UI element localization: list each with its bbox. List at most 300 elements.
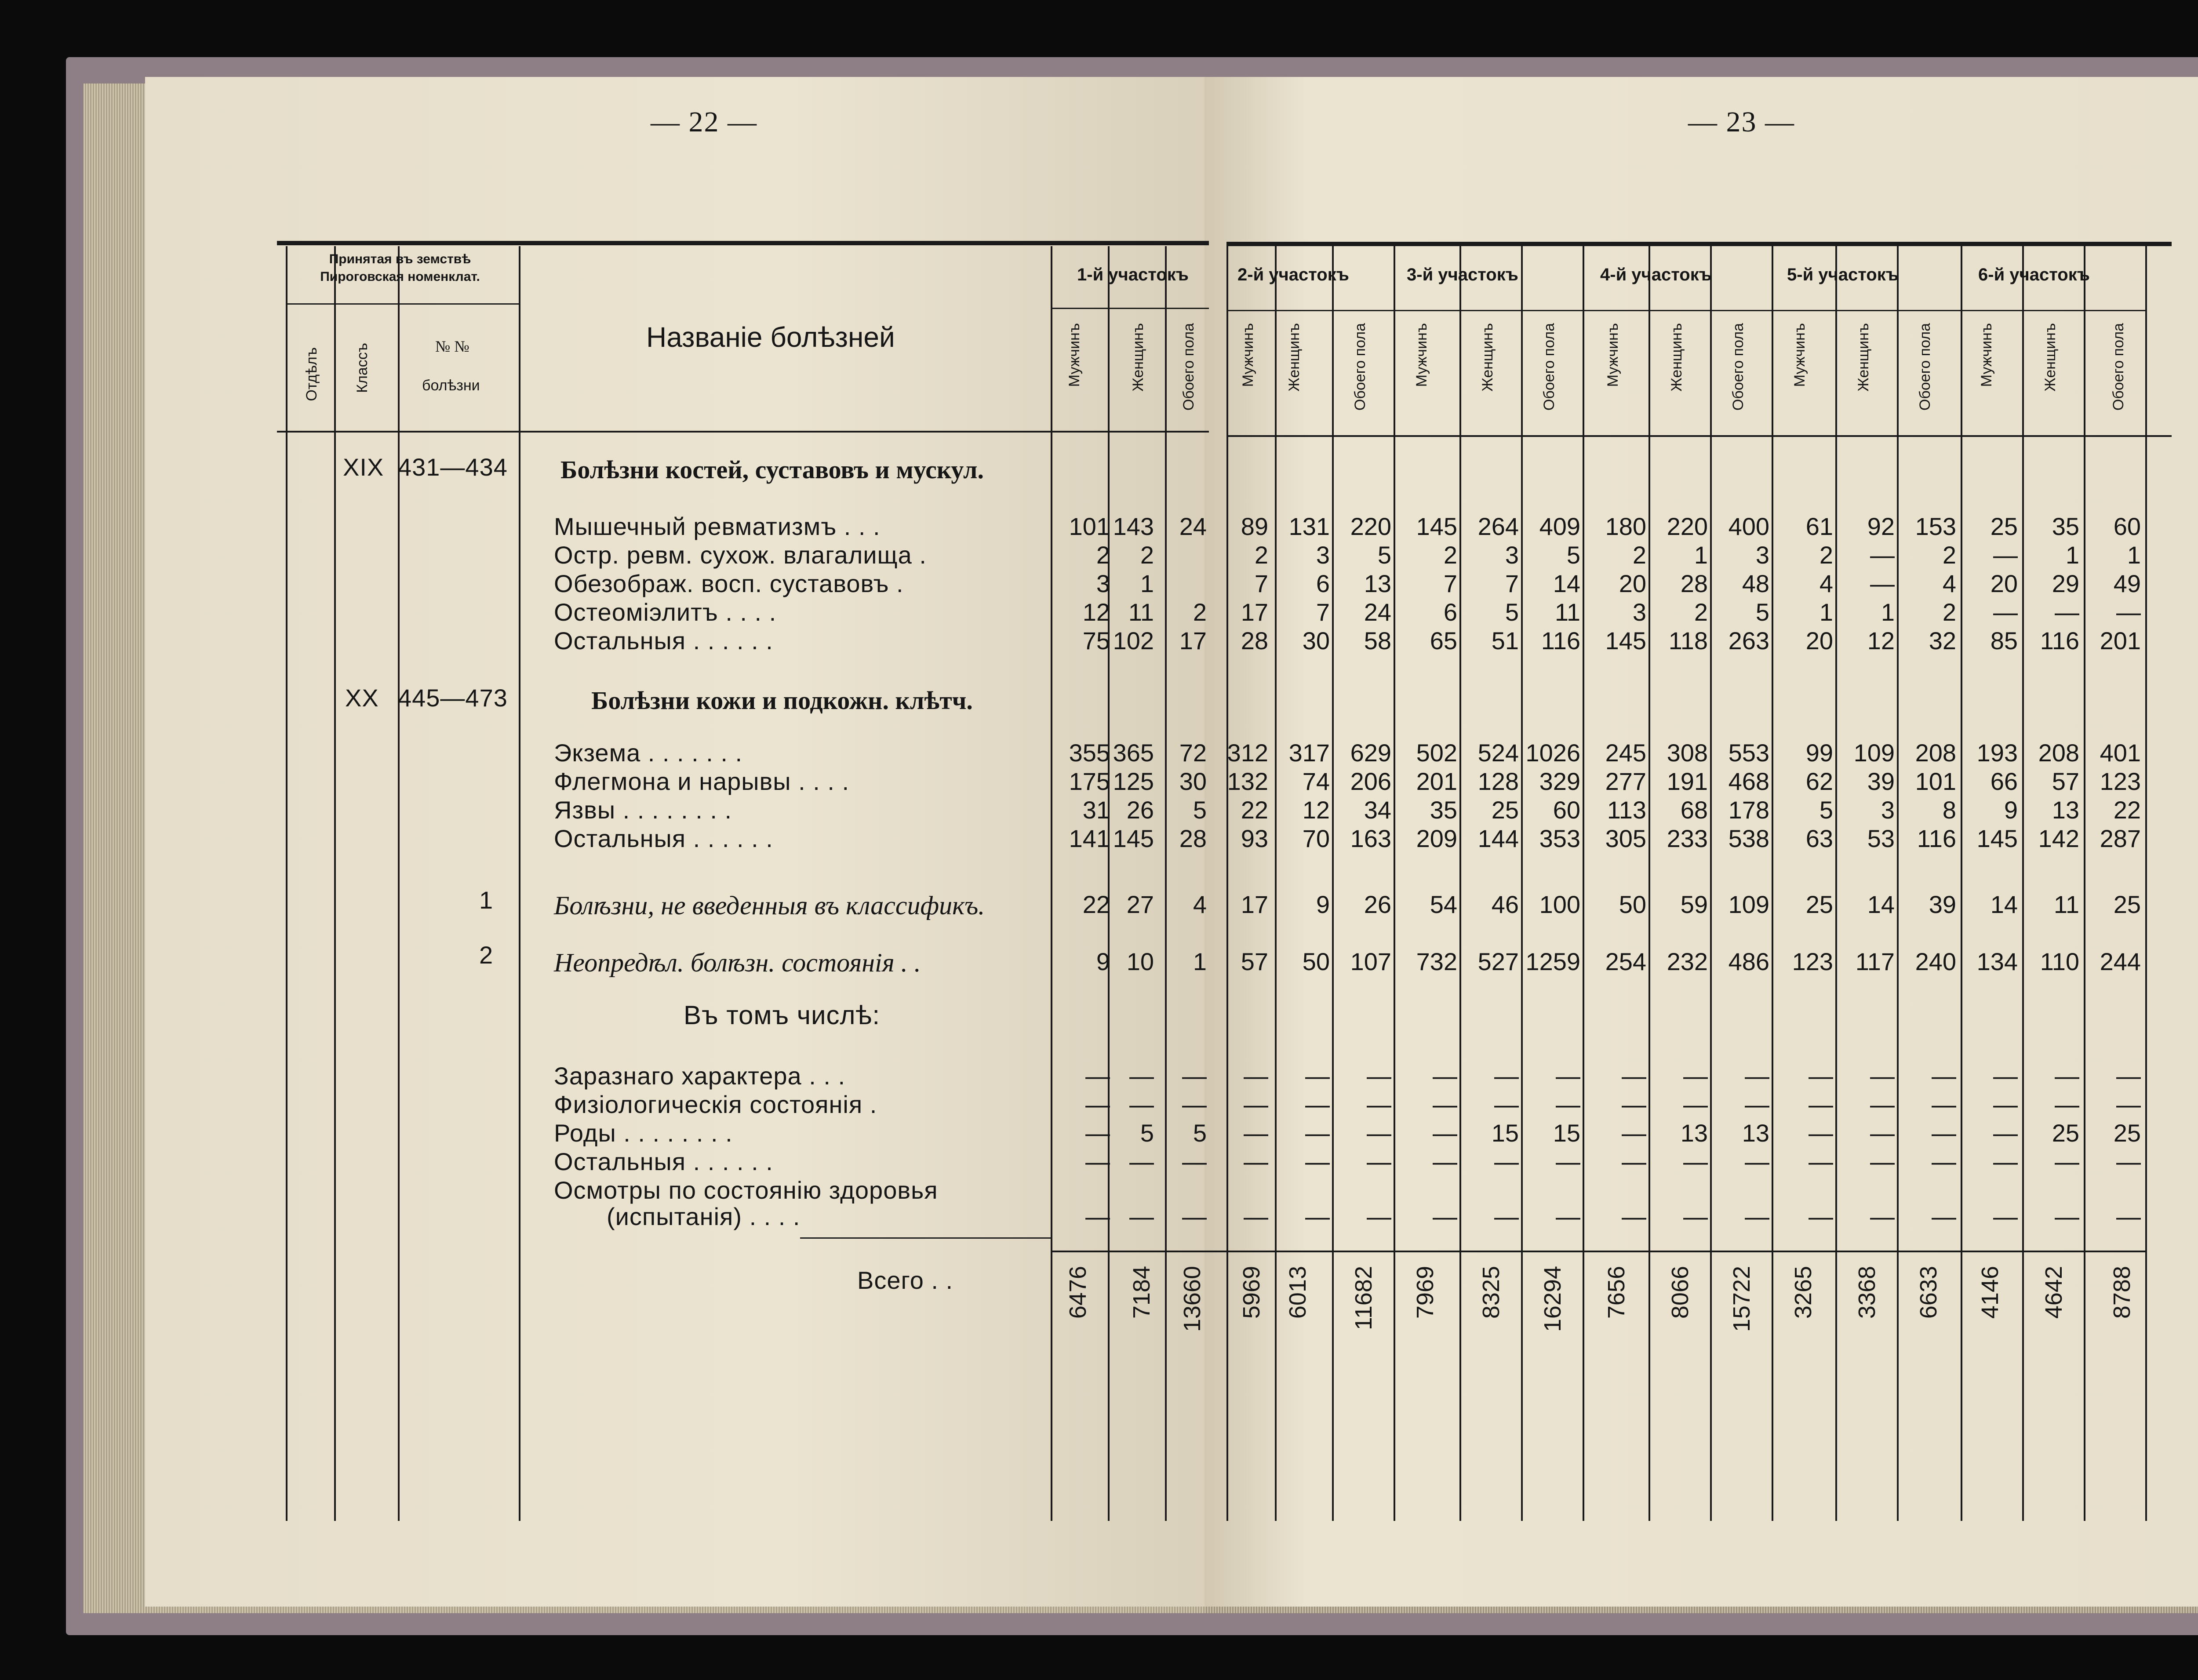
- subheader-sub_female-11: Женщинъ: [1668, 323, 1685, 392]
- v-rule-d1-b: [1108, 246, 1110, 1521]
- cell-unclassified-14: 14: [1867, 891, 1895, 918]
- cell-trials-15: —: [1932, 1203, 1956, 1230]
- cell-acute-rheum-2: 2: [1140, 541, 1154, 569]
- cell-others-2-7: —: [1433, 1148, 1457, 1175]
- v-rule-d3-c: [1521, 246, 1523, 1521]
- cell-joint-deform-13: 4: [1819, 570, 1833, 597]
- cell-ulcers-13: 5: [1819, 796, 1833, 824]
- row-label-joint-deform: Обезображ. восп. суставовъ .: [554, 570, 904, 597]
- cell-physiological-16: —: [1993, 1091, 2018, 1118]
- cell-muscle-rheumatism-5: 131: [1288, 513, 1330, 540]
- cell-acute-rheum-8: 3: [1505, 541, 1519, 569]
- cell-other-bones-15: 32: [1929, 627, 1956, 655]
- cell-ulcers-15: 8: [1942, 796, 1956, 824]
- cell-muscle-rheumatism-13: 61: [1805, 513, 1833, 540]
- cell-others-2-17: —: [2055, 1148, 2079, 1175]
- cell-births-3: 5: [1193, 1119, 1207, 1147]
- cell-unclassified-11: 59: [1680, 891, 1708, 918]
- cell-infectious-12: —: [1745, 1062, 1769, 1090]
- row-label-phlegmon: Флегмона и нарывы . . . .: [554, 767, 850, 795]
- cell-births-6: —: [1367, 1119, 1391, 1147]
- total-value-6: 11682: [1350, 1266, 1377, 1331]
- cell-undefined-states-4: 57: [1241, 948, 1268, 975]
- cell-osteomyelitis-11: 2: [1694, 598, 1708, 626]
- cell-muscle-rheumatism-3: 24: [1179, 513, 1207, 540]
- klass-xx: XX: [345, 684, 379, 712]
- cell-joint-deform-8: 7: [1505, 570, 1519, 597]
- cell-osteomyelitis-15: 2: [1942, 598, 1956, 626]
- cell-unclassified-8: 46: [1491, 891, 1519, 918]
- subheader-sub_male-4: Мужчинъ: [1240, 323, 1256, 387]
- cell-phlegmon-2: 125: [1113, 767, 1154, 795]
- cell-physiological-17: —: [2055, 1091, 2079, 1118]
- v-rule-d2: [1226, 246, 1228, 1521]
- cell-osteomyelitis-5: 7: [1316, 598, 1330, 626]
- cell-eczema-13: 99: [1805, 739, 1833, 767]
- cell-births-9: 15: [1553, 1119, 1580, 1147]
- cell-muscle-rheumatism-1: 101: [1069, 513, 1110, 540]
- cell-muscle-rheumatism-7: 145: [1416, 513, 1457, 540]
- cell-physiological-13: —: [1809, 1091, 1833, 1118]
- cell-unclassified-12: 109: [1728, 891, 1769, 918]
- cell-eczema-18: 401: [2100, 739, 2141, 767]
- cell-other-skin-16: 145: [1976, 825, 2018, 852]
- cell-unclassified-15: 39: [1929, 891, 1956, 918]
- cell-other-skin-10: 305: [1605, 825, 1646, 852]
- cell-phlegmon-13: 62: [1805, 767, 1833, 795]
- cell-infectious-7: —: [1433, 1062, 1457, 1090]
- cell-unclassified-16: 14: [1990, 891, 2018, 918]
- cell-infectious-13: —: [1809, 1062, 1833, 1090]
- cell-joint-deform-1: 3: [1096, 570, 1110, 597]
- cell-trials-11: —: [1683, 1203, 1708, 1230]
- v-rule-d5-b: [1835, 246, 1837, 1521]
- cell-physiological-3: —: [1182, 1091, 1207, 1118]
- total-value-11: 8066: [1667, 1266, 1693, 1319]
- cell-ulcers-8: 25: [1491, 796, 1519, 824]
- cell-physiological-8: —: [1494, 1091, 1519, 1118]
- subheader-sub_female-5: Женщинъ: [1286, 323, 1303, 392]
- cell-unclassified-18: 25: [2113, 891, 2141, 918]
- cell-physiological-18: —: [2116, 1091, 2141, 1118]
- cell-others-2-5: —: [1305, 1148, 1330, 1175]
- cell-acute-rheum-1: 2: [1096, 541, 1110, 569]
- cell-phlegmon-4: 132: [1227, 767, 1268, 795]
- cell-joint-deform-11: 28: [1680, 570, 1708, 597]
- cell-muscle-rheumatism-9: 409: [1539, 513, 1580, 540]
- cell-trials-16: —: [1993, 1203, 2018, 1230]
- cell-unclassified-7: 54: [1430, 891, 1457, 918]
- cell-undefined-states-8: 527: [1477, 948, 1519, 975]
- cell-osteomyelitis-18: —: [2116, 598, 2141, 626]
- cell-acute-rheum-5: 3: [1316, 541, 1330, 569]
- cell-physiological-7: —: [1433, 1091, 1457, 1118]
- row-label-others-2: Остальныя . . . . . .: [554, 1148, 773, 1175]
- cell-trials-9: —: [1556, 1203, 1580, 1230]
- district-underline-left: [1051, 308, 1209, 309]
- cell-undefined-states-15: 240: [1915, 948, 1956, 975]
- total-value-5: 6013: [1285, 1266, 1311, 1319]
- v-rule-d2-b: [1275, 246, 1277, 1521]
- cell-others-2-1: —: [1085, 1148, 1110, 1175]
- cell-physiological-1: —: [1085, 1091, 1110, 1118]
- total-value-17: 4642: [2041, 1266, 2067, 1319]
- v-rule-otdel: [286, 246, 287, 1521]
- top-rule-left: [277, 241, 1209, 245]
- cell-eczema-17: 208: [2038, 739, 2079, 767]
- total-value-10: 7656: [1603, 1266, 1630, 1319]
- v-rule-d6: [1961, 246, 1962, 1521]
- cell-unclassified-3: 4: [1193, 891, 1207, 918]
- total-value-18: 8788: [2109, 1266, 2135, 1319]
- cell-trials-17: —: [2055, 1203, 2079, 1230]
- code-2: 2: [479, 941, 494, 969]
- section-title-bones: Болѣзни костей, суставовъ и мускул.: [560, 455, 984, 484]
- cell-ulcers-14: 3: [1881, 796, 1895, 824]
- cell-acute-rheum-16: —: [1993, 541, 2018, 569]
- row-label-muscle-rheumatism: Мышечный ревматизмъ . . .: [554, 513, 881, 540]
- top-rule-right: [1226, 242, 2172, 246]
- cell-eczema-6: 629: [1350, 739, 1391, 767]
- col-bolezni-header: болѣзни: [422, 377, 480, 394]
- nomenclature-line2: Пироговская номенклат.: [320, 269, 480, 284]
- cell-undefined-states-16: 134: [1976, 948, 2018, 975]
- cell-births-13: —: [1809, 1119, 1833, 1147]
- cell-other-bones-1: 75: [1082, 627, 1110, 655]
- row-label-examinations: Осмотры по состоянію здоровья: [554, 1176, 938, 1204]
- total-rule-left: [1051, 1251, 1226, 1252]
- cell-other-skin-9: 353: [1539, 825, 1580, 852]
- cell-births-16: —: [1993, 1119, 2018, 1147]
- cell-births-10: —: [1622, 1119, 1646, 1147]
- v-rule-klass: [334, 246, 336, 1521]
- cell-acute-rheum-6: 5: [1377, 541, 1391, 569]
- cell-undefined-states-14: 117: [1855, 948, 1895, 975]
- cell-undefined-states-7: 732: [1416, 948, 1457, 975]
- cell-undefined-states-2: 10: [1126, 948, 1154, 975]
- cell-others-2-6: —: [1367, 1148, 1391, 1175]
- cell-ulcers-17: 13: [2052, 796, 2079, 824]
- cell-other-skin-6: 163: [1350, 825, 1391, 852]
- cell-osteomyelitis-9: 11: [1554, 598, 1580, 626]
- cell-trials-13: —: [1809, 1203, 1833, 1230]
- district-header-1: 1-й участокъ: [1077, 265, 1189, 284]
- cell-phlegmon-15: 101: [1915, 767, 1956, 795]
- cell-others-2-13: —: [1809, 1148, 1833, 1175]
- cell-births-15: —: [1932, 1119, 1956, 1147]
- cell-other-bones-8: 51: [1491, 627, 1519, 655]
- cell-other-skin-15: 116: [1917, 825, 1956, 852]
- row-label-eczema: Экзема . . . . . . .: [554, 739, 743, 767]
- cell-osteomyelitis-17: —: [2055, 598, 2079, 626]
- cell-phlegmon-14: 39: [1867, 767, 1895, 795]
- cell-undefined-states-1: 9: [1096, 948, 1110, 975]
- cell-others-2-2: —: [1129, 1148, 1154, 1175]
- cell-physiological-5: —: [1305, 1091, 1330, 1118]
- cell-muscle-rheumatism-6: 220: [1350, 513, 1391, 540]
- subheader-sub_female-17: Женщинъ: [2042, 323, 2059, 392]
- subheader-sub_female-2: Женщинъ: [1130, 323, 1146, 392]
- cell-acute-rheum-10: 2: [1632, 541, 1646, 569]
- cell-muscle-rheumatism-8: 264: [1477, 513, 1519, 540]
- cell-phlegmon-8: 128: [1477, 767, 1519, 795]
- cell-other-skin-18: 287: [2100, 825, 2141, 852]
- total-underline: [800, 1237, 1051, 1239]
- cell-other-skin-14: 53: [1867, 825, 1895, 852]
- cell-ulcers-4: 22: [1241, 796, 1268, 824]
- cell-other-skin-5: 70: [1302, 825, 1330, 852]
- cell-unclassified-2: 27: [1126, 891, 1154, 918]
- cell-other-bones-7: 65: [1430, 627, 1457, 655]
- row-label-other-skin: Остальныя . . . . . .: [554, 825, 773, 852]
- total-value-14: 3368: [1854, 1266, 1880, 1319]
- cell-unclassified-6: 26: [1364, 891, 1391, 918]
- cell-trials-4: —: [1244, 1203, 1268, 1230]
- cell-muscle-rheumatism-15: 153: [1915, 513, 1956, 540]
- cell-muscle-rheumatism-14: 92: [1867, 513, 1895, 540]
- cell-undefined-states-11: 232: [1667, 948, 1708, 975]
- cell-ulcers-5: 12: [1302, 796, 1330, 824]
- cell-physiological-15: —: [1932, 1091, 1956, 1118]
- cell-physiological-2: —: [1129, 1091, 1154, 1118]
- range-431-434: 431—434: [398, 453, 508, 481]
- cell-infectious-8: —: [1494, 1062, 1519, 1090]
- row-label-osteomyelitis: Остеоміэлитъ . . . .: [554, 598, 777, 626]
- nomenclature-underline: [286, 303, 519, 305]
- cell-births-7: —: [1433, 1119, 1457, 1147]
- cell-muscle-rheumatism-18: 60: [2113, 513, 2141, 540]
- cell-trials-3: —: [1182, 1203, 1207, 1230]
- code-1: 1: [479, 886, 494, 914]
- cell-others-2-10: —: [1622, 1148, 1646, 1175]
- cell-trials-1: —: [1085, 1203, 1110, 1230]
- cell-unclassified-10: 50: [1619, 891, 1646, 918]
- cell-other-skin-3: 28: [1179, 825, 1207, 852]
- cell-other-skin-11: 233: [1667, 825, 1708, 852]
- cell-eczema-3: 72: [1179, 739, 1207, 767]
- cell-muscle-rheumatism-2: 143: [1113, 513, 1154, 540]
- cell-births-18: 25: [2113, 1119, 2141, 1147]
- cell-joint-deform-5: 6: [1316, 570, 1330, 597]
- subheader-sub_female-8: Женщинъ: [1479, 323, 1496, 392]
- cell-trials-2: —: [1129, 1203, 1154, 1230]
- range-445-473: 445—473: [398, 684, 508, 712]
- total-value-9: 16294: [1539, 1266, 1566, 1332]
- cell-births-12: 13: [1742, 1119, 1769, 1147]
- cell-other-skin-8: 144: [1477, 825, 1519, 852]
- row-label-trials: (испытанія) . . . .: [607, 1203, 801, 1230]
- total-value-4: 5969: [1238, 1266, 1265, 1319]
- cell-unclassified-5: 9: [1316, 891, 1330, 918]
- subheader-sub_male-7: Мужчинъ: [1413, 323, 1430, 387]
- section-title-skin: Болѣзни кожи и подкожн. клѣтч.: [591, 686, 973, 715]
- cell-physiological-12: —: [1745, 1091, 1769, 1118]
- cell-other-skin-12: 538: [1728, 825, 1769, 852]
- cell-joint-deform-9: 14: [1553, 570, 1580, 597]
- cell-other-bones-9: 116: [1541, 627, 1580, 655]
- cell-other-bones-12: 263: [1728, 627, 1769, 655]
- cell-trials-12: —: [1745, 1203, 1769, 1230]
- cell-unclassified-1: 22: [1082, 891, 1110, 918]
- cell-phlegmon-1: 175: [1069, 767, 1110, 795]
- cell-acute-rheum-11: 1: [1694, 541, 1708, 569]
- cell-undefined-states-12: 486: [1728, 948, 1769, 975]
- cell-phlegmon-7: 201: [1416, 767, 1457, 795]
- cell-ulcers-10: 113: [1607, 796, 1646, 824]
- cell-infectious-5: —: [1305, 1062, 1330, 1090]
- cell-births-2: 5: [1140, 1119, 1154, 1147]
- v-rule-d3-b: [1459, 246, 1461, 1521]
- cell-undefined-states-10: 254: [1605, 948, 1646, 975]
- v-rule-d1: [1051, 246, 1052, 1521]
- col-klass-header: Классъ: [354, 343, 371, 393]
- cell-eczema-2: 365: [1113, 739, 1154, 767]
- cell-ulcers-3: 5: [1193, 796, 1207, 824]
- subheader-sub_both-6: Обоего пола: [1352, 323, 1368, 411]
- cell-other-skin-4: 93: [1241, 825, 1268, 852]
- cell-eczema-12: 553: [1728, 739, 1769, 767]
- cell-eczema-9: 1026: [1525, 739, 1580, 767]
- cell-osteomyelitis-14: 1: [1881, 598, 1895, 626]
- cell-other-skin-17: 142: [2038, 825, 2079, 852]
- cell-joint-deform-16: 20: [1990, 570, 2018, 597]
- cell-other-bones-16: 85: [1990, 627, 2018, 655]
- cell-osteomyelitis-13: 1: [1819, 598, 1833, 626]
- cell-infectious-1: —: [1085, 1062, 1110, 1090]
- cell-others-2-11: —: [1683, 1148, 1708, 1175]
- cell-osteomyelitis-16: —: [1993, 598, 2018, 626]
- cell-eczema-11: 308: [1667, 739, 1708, 767]
- cell-infectious-9: —: [1556, 1062, 1580, 1090]
- cell-undefined-states-13: 123: [1792, 948, 1833, 975]
- cell-phlegmon-18: 123: [2100, 767, 2141, 795]
- v-rule-d4-c: [1710, 246, 1712, 1521]
- row-label-unclassified: Болѣзни, не введенныя въ классификъ.: [554, 891, 985, 920]
- subheader-sub_female-14: Женщинъ: [1855, 323, 1872, 392]
- district-underline-right: [1226, 310, 2145, 311]
- cell-eczema-15: 208: [1915, 739, 1956, 767]
- cell-osteomyelitis-10: 3: [1632, 598, 1646, 626]
- header-rule-right: [1226, 435, 2172, 437]
- cell-undefined-states-18: 244: [2100, 948, 2141, 975]
- cell-births-8: 15: [1491, 1119, 1519, 1147]
- cell-others-2-12: —: [1745, 1148, 1769, 1175]
- row-label-other-bones: Остальныя . . . . . .: [554, 627, 773, 655]
- cell-muscle-rheumatism-4: 89: [1241, 513, 1268, 540]
- cell-ulcers-2: 26: [1126, 796, 1154, 824]
- cell-ulcers-16: 9: [2004, 796, 2018, 824]
- cell-other-bones-2: 102: [1113, 627, 1154, 655]
- cell-osteomyelitis-6: 24: [1364, 598, 1391, 626]
- cell-unclassified-17: 11: [2053, 891, 2079, 918]
- header-rule-left: [277, 431, 1209, 433]
- row-label-undefined-states: Неопредѣл. болѣзн. состоянія . .: [554, 948, 921, 977]
- district-header-2: 2-й участокъ: [1237, 265, 1349, 284]
- cell-osteomyelitis-12: 5: [1755, 598, 1769, 626]
- cell-other-bones-11: 118: [1668, 627, 1708, 655]
- in-total-label: Въ томъ числѣ:: [684, 1000, 881, 1030]
- total-value-1: 6476: [1065, 1266, 1091, 1319]
- cell-infectious-6: —: [1367, 1062, 1391, 1090]
- v-rule-d6-c: [2084, 246, 2085, 1521]
- cell-joint-deform-14: —: [1870, 570, 1895, 597]
- cell-others-2-15: —: [1932, 1148, 1956, 1175]
- cell-other-bones-3: 17: [1179, 627, 1207, 655]
- cell-phlegmon-10: 277: [1605, 767, 1646, 795]
- cell-physiological-6: —: [1367, 1091, 1391, 1118]
- cell-acute-rheum-13: 2: [1819, 541, 1833, 569]
- cell-acute-rheum-4: 2: [1254, 541, 1268, 569]
- cell-osteomyelitis-1: 12: [1082, 598, 1110, 626]
- row-label-ulcers: Язвы . . . . . . . .: [554, 796, 732, 824]
- cell-ulcers-12: 178: [1728, 796, 1769, 824]
- cell-joint-deform-2: 1: [1140, 570, 1154, 597]
- cell-trials-14: —: [1870, 1203, 1895, 1230]
- cell-osteomyelitis-3: 2: [1193, 598, 1207, 626]
- cell-muscle-rheumatism-16: 25: [1990, 513, 2018, 540]
- cell-births-11: 13: [1680, 1119, 1708, 1147]
- cell-infectious-4: —: [1244, 1062, 1268, 1090]
- cell-eczema-7: 502: [1416, 739, 1457, 767]
- total-value-2: 7184: [1128, 1266, 1155, 1319]
- row-label-births: Роды . . . . . . . .: [554, 1119, 733, 1147]
- cell-eczema-16: 193: [1976, 739, 2018, 767]
- cell-physiological-14: —: [1870, 1091, 1895, 1118]
- cell-trials-18: —: [2116, 1203, 2141, 1230]
- cell-undefined-states-6: 107: [1350, 948, 1391, 975]
- cell-acute-rheum-7: 2: [1443, 541, 1457, 569]
- cell-ulcers-7: 35: [1430, 796, 1457, 824]
- cell-infectious-18: —: [2116, 1062, 2141, 1090]
- cell-other-bones-6: 58: [1364, 627, 1391, 655]
- cell-infectious-10: —: [1622, 1062, 1646, 1090]
- cell-phlegmon-16: 66: [1990, 767, 2018, 795]
- cell-others-2-8: —: [1494, 1148, 1519, 1175]
- cell-joint-deform-17: 29: [2052, 570, 2079, 597]
- cell-eczema-8: 524: [1477, 739, 1519, 767]
- cell-births-14: —: [1870, 1119, 1895, 1147]
- cell-acute-rheum-9: 5: [1566, 541, 1580, 569]
- cell-physiological-11: —: [1683, 1091, 1708, 1118]
- page-number-right: — 23 —: [1688, 106, 1795, 138]
- cell-phlegmon-12: 468: [1728, 767, 1769, 795]
- subheader-sub_both-12: Обоего пола: [1730, 323, 1747, 411]
- cell-trials-6: —: [1367, 1203, 1391, 1230]
- v-rule-d4-b: [1648, 246, 1650, 1521]
- cell-phlegmon-11: 191: [1667, 767, 1708, 795]
- cell-undefined-states-3: 1: [1193, 948, 1207, 975]
- cell-other-skin-13: 63: [1805, 825, 1833, 852]
- v-rule-d4: [1583, 246, 1584, 1521]
- cell-acute-rheum-12: 3: [1755, 541, 1769, 569]
- cell-joint-deform-15: 4: [1942, 570, 1956, 597]
- cell-other-bones-17: 116: [2040, 627, 2079, 655]
- cell-other-bones-14: 12: [1867, 627, 1895, 655]
- cell-infectious-3: —: [1182, 1062, 1207, 1090]
- klass-xix: XIX: [343, 453, 384, 481]
- cell-eczema-10: 245: [1605, 739, 1646, 767]
- cell-phlegmon-9: 329: [1539, 767, 1580, 795]
- cell-others-2-9: —: [1556, 1148, 1580, 1175]
- cell-joint-deform-6: 13: [1364, 570, 1391, 597]
- cell-ulcers-9: 60: [1553, 796, 1580, 824]
- subheader-sub_male-10: Мужчинъ: [1605, 323, 1621, 387]
- cell-osteomyelitis-2: 11: [1128, 598, 1154, 626]
- subheader-sub_both-3: Обоего пола: [1180, 323, 1197, 411]
- subheader-sub_male-13: Мужчинъ: [1791, 323, 1808, 387]
- v-rule-d5: [1772, 246, 1773, 1521]
- v-rule-d2-c: [1332, 246, 1334, 1521]
